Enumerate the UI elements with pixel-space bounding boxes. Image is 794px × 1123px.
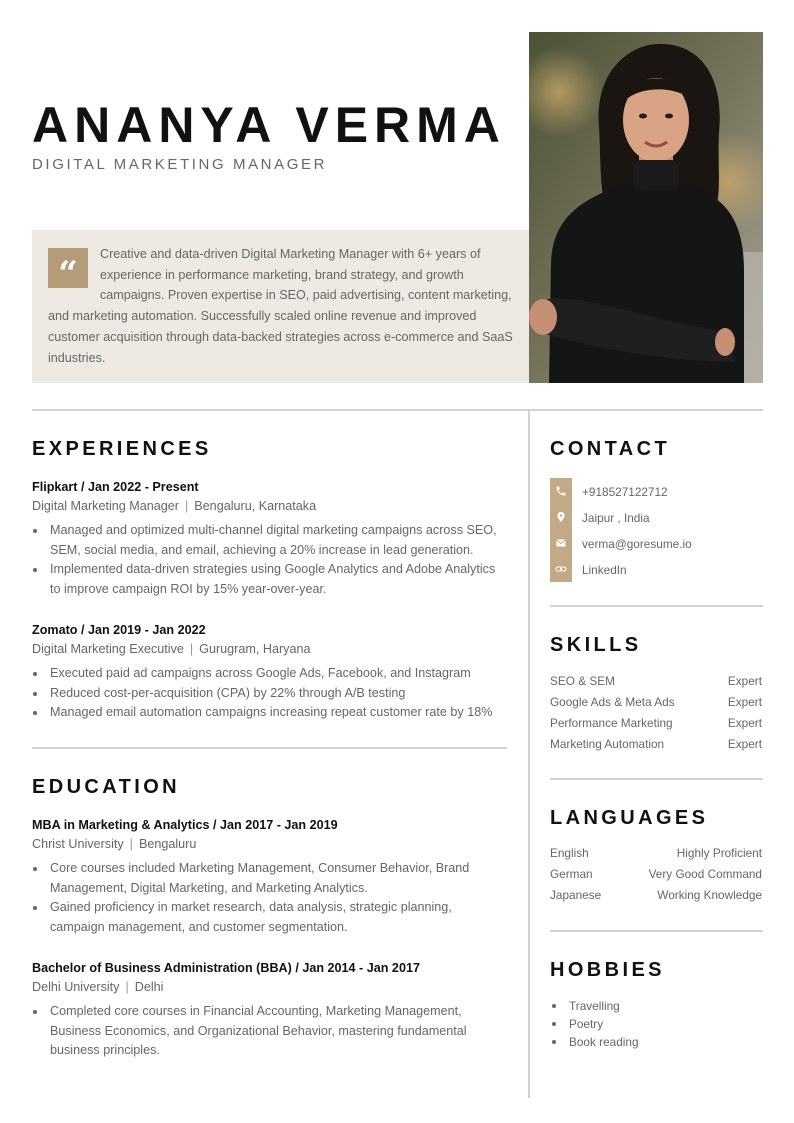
skill-row	[550, 692, 762, 713]
education-entry	[32, 816, 502, 937]
list-item: Managed email automation campaigns increasing repeat customer rate by 18%	[32, 703, 502, 723]
summary-box	[32, 230, 529, 383]
experiences-heading: EXPERIENCES	[32, 438, 212, 460]
bullet-list	[32, 664, 502, 723]
list-item: Completed core courses in Financial Accounting, Marketing Management, Business Economics, and Organizational Behavior, mastering fundamental business principles.	[32, 1002, 502, 1061]
language-level: Highly Proficient	[676, 846, 762, 860]
contact-list	[550, 478, 762, 582]
job-title: DIGITAL MARKETING MANAGER	[32, 156, 328, 173]
phone-icon	[550, 478, 572, 504]
language-name: Japanese	[550, 888, 602, 902]
map-pin-icon	[550, 504, 572, 530]
role: Digital Marketing Manager	[32, 499, 179, 513]
education-heading: EDUCATION	[32, 776, 181, 798]
location: Delhi	[134, 980, 164, 994]
skill-name: Performance Marketing	[550, 716, 673, 730]
education-entry	[32, 959, 502, 1061]
bullet-list	[32, 521, 502, 599]
hobbies-list	[550, 997, 639, 1051]
entry-title: Bachelor of Business Administration (BBA) / Jan 2014 - Jan 2017	[32, 961, 420, 975]
column-divider	[528, 410, 530, 1098]
phone-number[interactable]: +918527122712	[582, 485, 668, 499]
entry-subtitle	[32, 640, 502, 659]
email-link[interactable]: verma@goresume.io	[582, 537, 692, 551]
language-name: German	[550, 867, 593, 881]
envelope-icon	[550, 530, 572, 556]
linkedin-link[interactable]: LinkedIn	[582, 563, 627, 577]
skill-name: SEO & SEM	[550, 674, 615, 688]
skill-name: Google Ads & Meta Ads	[550, 695, 675, 709]
skill-name: Marketing Automation	[550, 737, 665, 751]
profile-photo	[529, 32, 763, 383]
section-divider	[550, 778, 763, 780]
location-text: Jaipur , India	[582, 511, 650, 525]
skill-row	[550, 713, 762, 734]
skill-row	[550, 671, 762, 692]
quote-icon: “	[48, 248, 88, 288]
contact-location	[550, 504, 762, 530]
hobbies-heading: HOBBIES	[550, 959, 665, 981]
school: Christ University	[32, 837, 124, 851]
bullet-list	[32, 859, 502, 937]
portrait-illustration	[529, 32, 763, 383]
list-item: Book reading	[550, 1033, 639, 1051]
languages-list	[550, 843, 762, 906]
resume-name: ANANYA VERMA	[32, 97, 506, 153]
skill-level: Expert	[727, 674, 762, 688]
entry-subtitle	[32, 978, 502, 997]
list-item: Gained proficiency in market research, data analysis, strategic planning, campaign management, and customer segmentation.	[32, 898, 502, 937]
skills-list	[550, 671, 762, 755]
location: Bengaluru, Karnataka	[194, 499, 317, 513]
skill-row	[550, 734, 762, 755]
language-row	[550, 864, 762, 885]
contact-heading: CONTACT	[550, 438, 671, 460]
skill-level: Expert	[727, 716, 762, 730]
experience-entry	[32, 478, 502, 599]
list-item: Executed paid ad campaigns across Google Ads, Facebook, and Instagram	[32, 664, 502, 684]
separator: |	[185, 499, 189, 513]
separator: |	[129, 837, 133, 851]
separator: |	[125, 980, 129, 994]
location: Gurugram, Haryana	[199, 642, 311, 656]
section-divider	[32, 747, 507, 749]
experience-entry	[32, 621, 502, 723]
list-item: Managed and optimized multi-channel digital marketing campaigns across SEO, SEM, social media, and email, achieving a 20% increase in lead generation.	[32, 521, 502, 560]
list-item: Poetry	[550, 1015, 639, 1033]
section-divider	[550, 930, 763, 932]
skill-level: Expert	[727, 737, 762, 751]
entry-title: MBA in Marketing & Analytics / Jan 2017 - Jan 2019	[32, 818, 338, 832]
section-divider	[550, 605, 763, 607]
contact-linkedin	[550, 556, 762, 582]
role: Digital Marketing Executive	[32, 642, 184, 656]
entry-title: Flipkart / Jan 2022 - Present	[32, 480, 199, 494]
entry-title: Zomato / Jan 2019 - Jan 2022	[32, 623, 206, 637]
skills-heading: SKILLS	[550, 634, 642, 656]
entry-subtitle	[32, 835, 502, 854]
list-item: Reduced cost-per-acquisition (CPA) by 22% through A/B testing	[32, 684, 502, 704]
link-icon	[550, 556, 572, 582]
skill-level: Expert	[727, 695, 762, 709]
language-level: Working Knowledge	[657, 888, 762, 902]
contact-phone	[550, 478, 762, 504]
language-row	[550, 843, 762, 864]
school: Delhi University	[32, 980, 120, 994]
languages-heading: LANGUAGES	[550, 807, 709, 829]
entry-subtitle	[32, 497, 502, 516]
contact-email	[550, 530, 762, 556]
list-item: Travelling	[550, 997, 639, 1015]
header-divider	[32, 409, 763, 411]
list-item: Core courses included Marketing Management, Consumer Behavior, Brand Management, Digital Marketing, and Marketing Analytics.	[32, 859, 502, 898]
bullet-list	[32, 1002, 502, 1061]
language-level: Very Good Command	[648, 867, 762, 881]
list-item: Implemented data-driven strategies using Google Analytics and Adobe Analytics to improve campaign ROI by 15% year-over-year.	[32, 560, 502, 599]
summary-text: Creative and data-driven Digital Marketing Manager with 6+ years of experience in performance marketing, brand strategy, and growth campaigns. Proven expertise in SEO, paid advertising, content marketing, and marketing automation. Successfully scaled online revenue and improved customer acquisition through data-backed strategies across e-commerce and SaaS industries.	[48, 247, 513, 365]
location: Bengaluru	[138, 837, 197, 851]
separator: |	[189, 642, 194, 656]
language-row	[550, 885, 762, 906]
language-name: English	[550, 846, 589, 860]
